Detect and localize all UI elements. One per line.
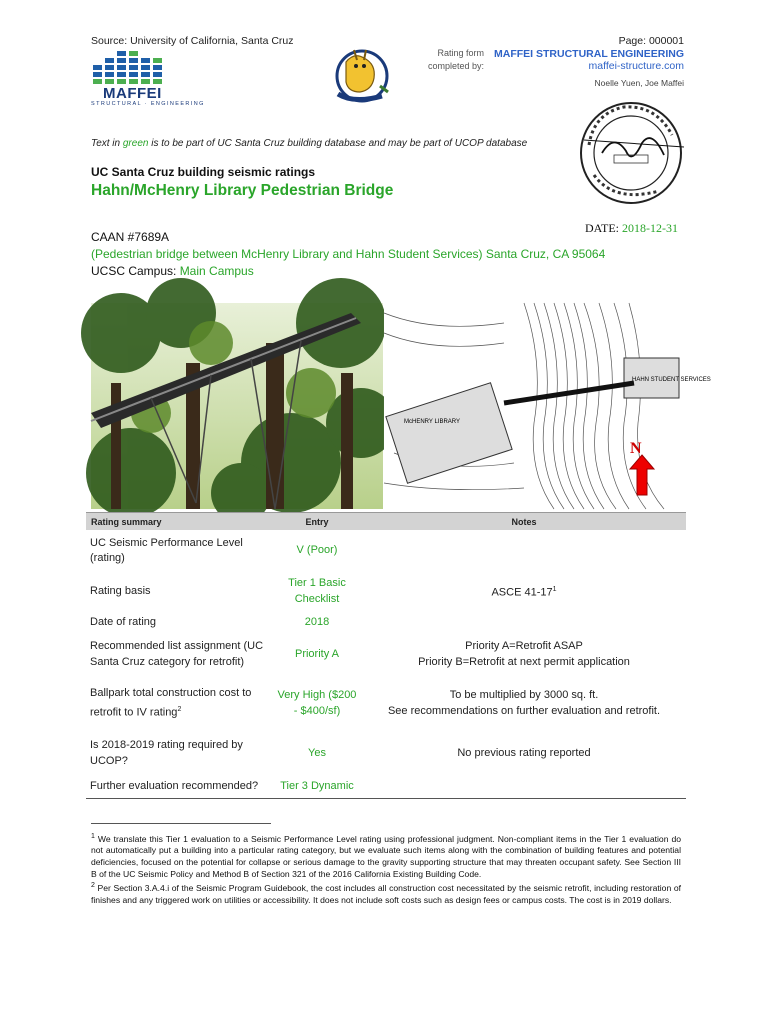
footnote-2: [91, 880, 681, 906]
cost-multiplier-note: To be multiplied by 3000 sq. ft.: [449, 689, 599, 701]
campus-label: UCSC Campus:: [91, 264, 180, 278]
row-label: [86, 675, 272, 733]
rating-basis-note: ASCE 41-17: [491, 586, 553, 599]
row-label: Rating basis: [90, 584, 151, 597]
table-row: [86, 733, 686, 775]
row-entry: Tier 1 Basic Checklist: [288, 577, 346, 605]
date-value: 2018-12-31: [622, 221, 678, 235]
engineer-names: Noelle Yuen, Joe Maffei: [594, 77, 684, 88]
page-header: [494, 35, 684, 89]
rating-summary-table: [86, 512, 686, 799]
row-label: Is 2018-2019 rating required by UCOP?: [90, 739, 243, 767]
table-row: [86, 635, 686, 675]
footnote-1: [91, 831, 681, 880]
row-entry: V (Poor): [296, 544, 338, 557]
header-notes: Notes: [362, 513, 686, 531]
row-notes: [362, 611, 686, 635]
table-row: [86, 775, 686, 799]
header-rating-summary: Rating summary: [86, 513, 272, 531]
row-notes: [362, 775, 686, 799]
row-label: Further evaluation recommended?: [86, 775, 272, 799]
row-entry: Tier 3 Dynamic: [272, 775, 362, 799]
source-line: Source: University of California, Santa Cruz: [91, 35, 294, 47]
row-label: Date of rating: [90, 616, 157, 628]
bridge-photo: [91, 303, 383, 509]
firm-website-link[interactable]: maffei-structure.com: [588, 60, 684, 72]
row-entry: Yes: [308, 746, 326, 759]
rating-form-label: Rating form completed by:: [427, 48, 484, 71]
professional-engineer-stamp-icon: [564, 95, 699, 215]
map-label-hahn: HAHN STUDENT SERVICES: [632, 377, 711, 383]
table-row: [86, 530, 686, 572]
map-label-library: McHENRY LIBRARY: [404, 419, 461, 425]
footnote-number: 1: [91, 833, 95, 840]
site-map: [384, 303, 711, 509]
footnote-number: 2: [91, 882, 95, 890]
row-label: UC Seismic Performance Level (rating): [90, 536, 243, 564]
row-notes: [362, 635, 686, 675]
header-entry: Entry: [272, 513, 362, 531]
cost-label: Ballpark total construction cost to retrofit to IV rating: [90, 687, 252, 719]
priority-b-note: Priority B=Retrofit at next permit application: [418, 655, 630, 668]
database-note: [91, 138, 527, 149]
building-name: Hahn/McHenry Library Pedestrian Bridge: [91, 182, 394, 199]
note-text-rest: is to be part of UC Santa Cruz building database and may be part of UCOP database: [148, 138, 528, 149]
table-header-row: [86, 513, 686, 531]
row-notes: [362, 530, 686, 572]
north-label: N: [630, 440, 642, 457]
footnote-text: We translate this Tier 1 evaluation to a Seismic Performance Level rating using professional judgment. Non-compliant items in the Tier 1 evaluation do not automatically put a building into a particular rating category, but we evaluate such items along with the combination of building features and potential deficiencies, focused on the potential for collapse or serious damage to the gravity supporting structure that may threaten occupant safety. See Section III B of the UC Seismic Policy and Method B of Section 321 of the 2016 California Existing Building Code.: [91, 833, 682, 879]
campus-line: [91, 263, 605, 280]
row-notes: No previous rating reported: [457, 746, 591, 759]
page-title: UC Santa Cruz building seismic ratings: [91, 165, 316, 179]
campus-value: Main Campus: [179, 264, 254, 278]
caan-number: CAAN #7689A: [91, 230, 170, 244]
firm-name: MAFFEI STRUCTURAL ENGINEERING: [494, 47, 684, 60]
date-label: DATE:: [585, 221, 622, 235]
building-info: [91, 229, 605, 280]
page-number: Page: 000001: [618, 35, 684, 47]
table-row: [86, 675, 686, 733]
footnote-text: Per Section 3.A.4.i of the Seismic Program Guidebook, the cost includes all construction cost necessitated by the seismic retrofit, including restoration of finishes and any triggered work on utilities or accessibility. It does not include soft costs such as design fees or campus costs. The cost is in 2019 dollars.: [91, 883, 681, 905]
row-notes: [362, 572, 686, 611]
footnote-ref: 1: [552, 585, 557, 593]
row-notes: [362, 675, 686, 733]
building-description: (Pedestrian bridge between McHenry Library and Hahn Student Services) Santa Cruz, CA 95064: [91, 247, 606, 261]
note-text: Text in: [91, 138, 123, 149]
footnote-ref: 2: [177, 705, 182, 713]
footnote-divider: [91, 823, 271, 824]
priority-a-note: Priority A=Retrofit ASAP: [465, 640, 583, 652]
row-entry: Priority A: [294, 647, 339, 660]
note-green-word: green: [122, 138, 149, 149]
row-entry: 2018: [304, 616, 330, 628]
cost-recommendation-note: See recommendations on further evaluation and retrofit.: [387, 704, 661, 717]
table-row: [86, 611, 686, 635]
logo-wordmark: MAFFEI: [103, 85, 162, 102]
table-row: [86, 572, 686, 611]
row-entry: Very High ($200 - $400/sf): [277, 689, 357, 717]
row-label: Recommended list assignment (UC Santa Cruz category for retrofit): [90, 640, 264, 668]
banana-slug-mascot-icon: [324, 42, 394, 108]
footnotes: [91, 831, 681, 906]
logo-subtext: STRUCTURAL · ENGINEERING: [91, 101, 205, 107]
